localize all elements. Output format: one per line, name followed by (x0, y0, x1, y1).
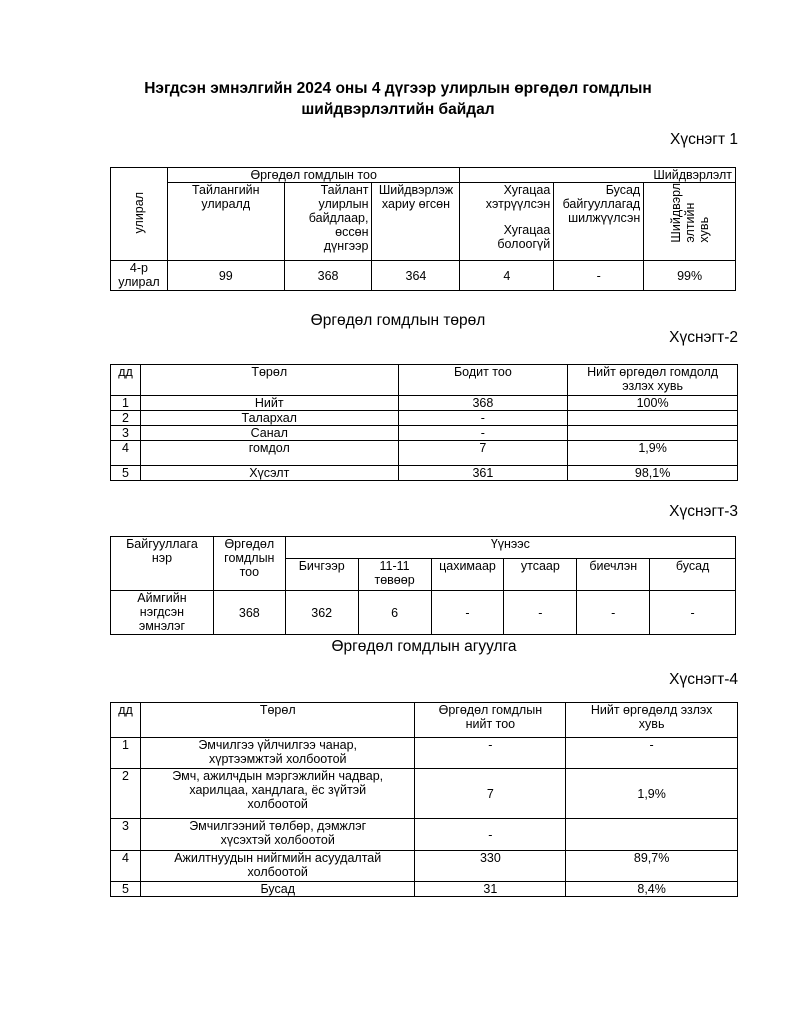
row-share: 89,7% (566, 851, 738, 882)
resolution-header: Шийдвэрлэлт (460, 168, 736, 183)
col-share-header: Нийт өргөдөл гомдолд эзлэх хувь (568, 365, 738, 396)
source-phone-header: утсаар (504, 559, 577, 591)
row-num: 5 (111, 466, 141, 481)
row-actual: 368 (398, 396, 568, 411)
table-row (111, 441, 738, 466)
table1 (110, 167, 736, 291)
row-total: - (415, 819, 566, 851)
table-row (111, 411, 738, 426)
rate-header: Шийдвэрл элтийн хувь (668, 183, 711, 243)
source-other-value: - (650, 591, 736, 635)
table2-header-row (111, 365, 738, 396)
table4-caption: Хүснэгт-4 (669, 671, 738, 688)
source-online-value: - (431, 591, 504, 635)
row-num: 3 (111, 426, 141, 441)
not-due-header: Хугацаа болоогүй (497, 223, 551, 251)
table3 (110, 536, 736, 635)
org-value: Аймгийн нэгдсэн эмнэлэг (111, 591, 214, 635)
table-row (111, 426, 738, 441)
count-header: Өргөдөл гомдлын тоо (213, 537, 285, 591)
row-type: Эмчилгээ үйлчилгээ чанар, хүртээмжтэй холбоотой (140, 738, 415, 769)
col-type-header: Төрөл (140, 703, 415, 738)
row-actual: 7 (398, 441, 568, 466)
row-total: 7 (415, 769, 566, 819)
row-total: 330 (415, 851, 566, 882)
title-line-1: Нэгдсэн эмнэлгийн 2024 оны 4 дүгээр улирлын өргөдөл гомдлын (144, 80, 652, 97)
row-share: - (566, 738, 738, 769)
table-row (111, 769, 738, 819)
row-type: Талархал (140, 411, 398, 426)
complaints-count-header: Өргөдөл гомдлын тоо (167, 168, 460, 183)
row-share: 1,9% (568, 441, 738, 466)
title-line-2: шийдвэрлэлтийн байдал (301, 101, 495, 118)
row-num: 4 (111, 851, 141, 882)
row-share (568, 411, 738, 426)
table2-caption: Хүснэгт-2 (669, 329, 738, 346)
extended-header: Хугацаа хэтрүүлсэн (485, 183, 551, 211)
source-in-person-header: биечлэн (577, 559, 650, 591)
table-row (111, 466, 738, 481)
table2 (110, 364, 738, 481)
row-type: гомдол (140, 441, 398, 466)
table-row (111, 738, 738, 769)
table-row (111, 591, 736, 635)
row-share (566, 819, 738, 851)
answered-value: 364 (372, 261, 460, 291)
col-num-header: дд (111, 703, 141, 738)
other-org-header: Бусад байгууллагад шилжүүлсэн (554, 183, 644, 261)
row-share: 8,4% (566, 882, 738, 897)
table3-caption: Хүснэгт-3 (669, 503, 738, 520)
in-quarter-value: 99 (167, 261, 284, 291)
cumulative-value: 368 (284, 261, 372, 291)
table1-caption: Хүснэгт 1 (670, 131, 738, 148)
col-total-header: Өргөдөл гомдлын нийт тоо (415, 703, 566, 738)
row-num: 2 (111, 411, 141, 426)
row-type: Эмчилгээний төлбөр, дэмжлэг хүсэхтэй холбоотой (140, 819, 415, 851)
row-type: Ажилтнуудын нийгмийн асуудалтай холбоотой (140, 851, 415, 882)
deadline-header (460, 183, 554, 261)
row-total: - (415, 738, 566, 769)
source-1111-value: 6 (358, 591, 431, 635)
source-online-header: цахимаар (431, 559, 504, 591)
table-row (111, 396, 738, 411)
source-in-person-value: - (577, 591, 650, 635)
table2-heading: Өргөдөл гомдлын төрөл (310, 312, 486, 329)
row-type: Санал (140, 426, 398, 441)
other-org-value: - (554, 261, 644, 291)
row-type: Эмч, ажилчдын мэргэжлийн чадвар, харилцаа, хандлага, ёс зүйтэй холбоотой (140, 769, 415, 819)
org-header: Байгууллага нэр (111, 537, 214, 591)
source-phone-value: - (504, 591, 577, 635)
table-row (111, 882, 738, 897)
row-actual: - (398, 411, 568, 426)
row-share: 1,9% (566, 769, 738, 819)
table4-header-row (111, 703, 738, 738)
table4 (110, 702, 738, 897)
row-type: Бусад (140, 882, 415, 897)
source-1111-header: 11-11 төвөөр (358, 559, 431, 591)
row-num: 4 (111, 441, 141, 466)
row-num: 5 (111, 882, 141, 897)
row-actual: 361 (398, 466, 568, 481)
row-type: Нийт (140, 396, 398, 411)
extended-value: 4 (460, 261, 554, 291)
row-share: 98,1% (568, 466, 738, 481)
row-num: 1 (111, 396, 141, 411)
source-other-header: бусад (650, 559, 736, 591)
row-num: 3 (111, 819, 141, 851)
col-actual-header: Бодит тоо (398, 365, 568, 396)
row-type: Хүсэлт (140, 466, 398, 481)
row-share: 100% (568, 396, 738, 411)
table-row (111, 819, 738, 851)
source-header: Үүнээс (285, 537, 735, 559)
table-row (111, 851, 738, 882)
col-num-header: дд (111, 365, 141, 396)
row-num: 2 (111, 769, 141, 819)
row-num: 1 (111, 738, 141, 769)
answered-header: Шийдвэрлэж хариу өгсөн (372, 183, 460, 261)
season-header-cell (111, 168, 168, 261)
season-header: улирал (131, 191, 146, 234)
col-share-header: Нийт өргөдөлд эзлэх хувь (566, 703, 738, 738)
page-title (0, 78, 796, 120)
count-value: 368 (213, 591, 285, 635)
row-actual: - (398, 426, 568, 441)
in-quarter-header: Тайлангийн улиралд (167, 183, 284, 261)
source-written-header: Бичгээр (285, 559, 358, 591)
table4-heading: Өргөдөл гомдлын агуулга (331, 638, 517, 655)
season-value: 4-р улирал (111, 261, 168, 291)
rate-header-cell (644, 183, 736, 261)
row-share (568, 426, 738, 441)
rate-value: 99% (644, 261, 736, 291)
row-total: 31 (415, 882, 566, 897)
col-type-header: Төрөл (140, 365, 398, 396)
cumulative-header: Тайлант улирлын байдлаар, өссөн дүнгээр (284, 183, 372, 261)
source-written-value: 362 (285, 591, 358, 635)
